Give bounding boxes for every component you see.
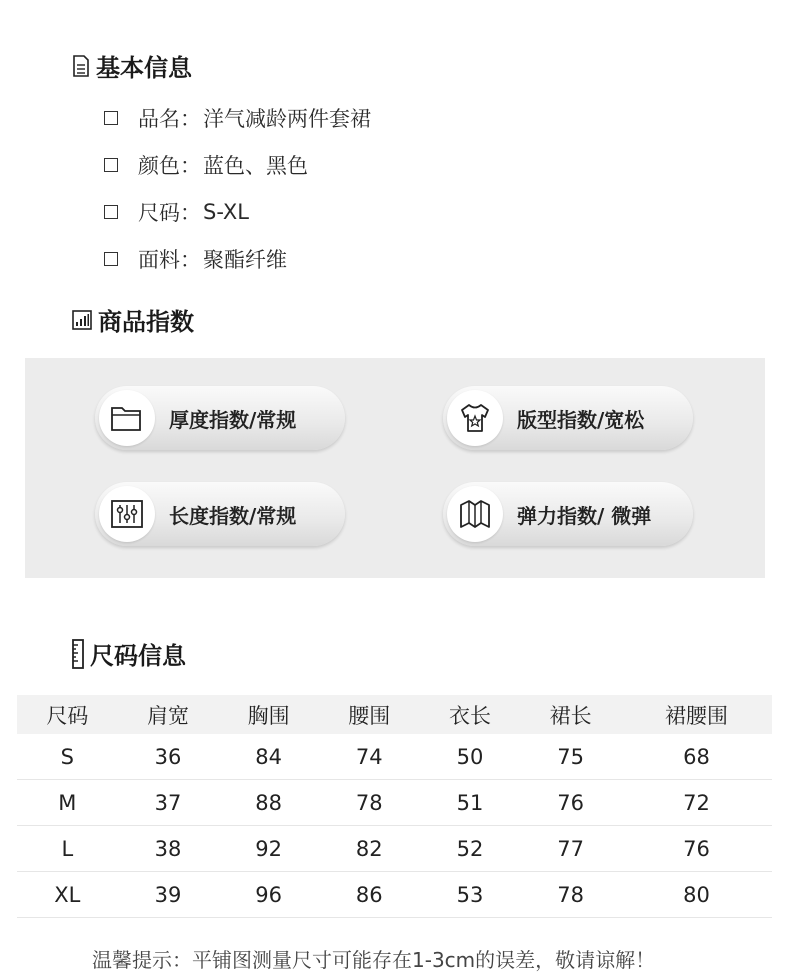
- table-row: [17, 780, 772, 826]
- table-header-row: [17, 695, 772, 734]
- table-cell: 38: [118, 826, 219, 872]
- basic-info-title: 基本信息: [96, 54, 192, 82]
- table-cell: 76: [621, 826, 772, 872]
- index-stretch: [443, 482, 693, 546]
- info-value: 聚酯纤维: [203, 248, 287, 272]
- table-cell: 92: [218, 826, 319, 872]
- map-icon: [447, 486, 503, 542]
- size-table: [17, 695, 772, 918]
- table-cell: 78: [520, 872, 621, 918]
- table-cell: XL: [17, 872, 118, 918]
- measurement-tip: 温馨提示：平铺图测量尺寸可能存在1-3cm的误差，敬请谅解！: [92, 948, 656, 972]
- table-cell: 80: [621, 872, 772, 918]
- table-cell: 86: [319, 872, 420, 918]
- sliders-icon: [99, 486, 155, 542]
- column-header: 胸围: [218, 695, 319, 734]
- size-info-heading: [72, 636, 186, 671]
- checkbox-icon: [104, 158, 118, 172]
- table-row: [17, 734, 772, 780]
- folder-icon: [99, 390, 155, 446]
- info-row-color: [104, 150, 308, 180]
- index-label: 长度指数/常规: [169, 503, 297, 528]
- table-cell: 72: [621, 780, 772, 826]
- table-cell: 82: [319, 826, 420, 872]
- tshirt-icon: [447, 390, 503, 446]
- info-key: 尺码：: [138, 201, 201, 225]
- table-row: [17, 872, 772, 918]
- index-label: 弹力指数/ 微弹: [517, 503, 652, 528]
- table-cell: 88: [218, 780, 319, 826]
- table-cell: 39: [118, 872, 219, 918]
- index-fit: [443, 386, 693, 450]
- table-cell: 68: [621, 734, 772, 780]
- table-cell: M: [17, 780, 118, 826]
- index-length: [95, 482, 345, 546]
- column-header: 衣长: [420, 695, 521, 734]
- table-cell: 36: [118, 734, 219, 780]
- info-value: 洋气减龄两件套裙: [203, 107, 371, 131]
- table-cell: 50: [420, 734, 521, 780]
- table-cell: 53: [420, 872, 521, 918]
- checkbox-icon: [104, 205, 118, 219]
- product-index-title: 商品指数: [98, 308, 194, 336]
- table-cell: 37: [118, 780, 219, 826]
- size-info-title: 尺码信息: [90, 642, 186, 670]
- table-cell: 74: [319, 734, 420, 780]
- info-value: 蓝色、黑色: [203, 154, 308, 178]
- table-cell: 51: [420, 780, 521, 826]
- bar-chart-icon: [72, 310, 92, 330]
- table-cell: 96: [218, 872, 319, 918]
- product-index-heading: [72, 302, 194, 337]
- table-cell: S: [17, 734, 118, 780]
- table-cell: 76: [520, 780, 621, 826]
- column-header: 尺码: [17, 695, 118, 734]
- info-row-name: [104, 103, 371, 133]
- document-icon: [72, 55, 90, 77]
- table-cell: 84: [218, 734, 319, 780]
- table-cell: 77: [520, 826, 621, 872]
- product-index-panel: [25, 358, 765, 578]
- index-label: 厚度指数/常规: [169, 407, 297, 432]
- info-value: S-XL: [203, 200, 249, 224]
- column-header: 肩宽: [118, 695, 219, 734]
- info-key: 面料：: [138, 248, 201, 272]
- checkbox-icon: [104, 111, 118, 125]
- index-label: 版型指数/宽松: [517, 407, 645, 432]
- column-header: 腰围: [319, 695, 420, 734]
- column-header: 裙腰围: [621, 695, 772, 734]
- basic-info-heading: [72, 48, 192, 83]
- table-cell: 78: [319, 780, 420, 826]
- info-row-size: [104, 197, 249, 227]
- info-key: 品名：: [138, 107, 201, 131]
- table-cell: L: [17, 826, 118, 872]
- table-cell: 52: [420, 826, 521, 872]
- checkbox-icon: [104, 252, 118, 266]
- column-header: 裙长: [520, 695, 621, 734]
- info-key: 颜色：: [138, 154, 201, 178]
- info-row-fabric: [104, 244, 287, 274]
- ruler-icon: [72, 639, 84, 669]
- table-row: [17, 826, 772, 872]
- table-cell: 75: [520, 734, 621, 780]
- index-thickness: [95, 386, 345, 450]
